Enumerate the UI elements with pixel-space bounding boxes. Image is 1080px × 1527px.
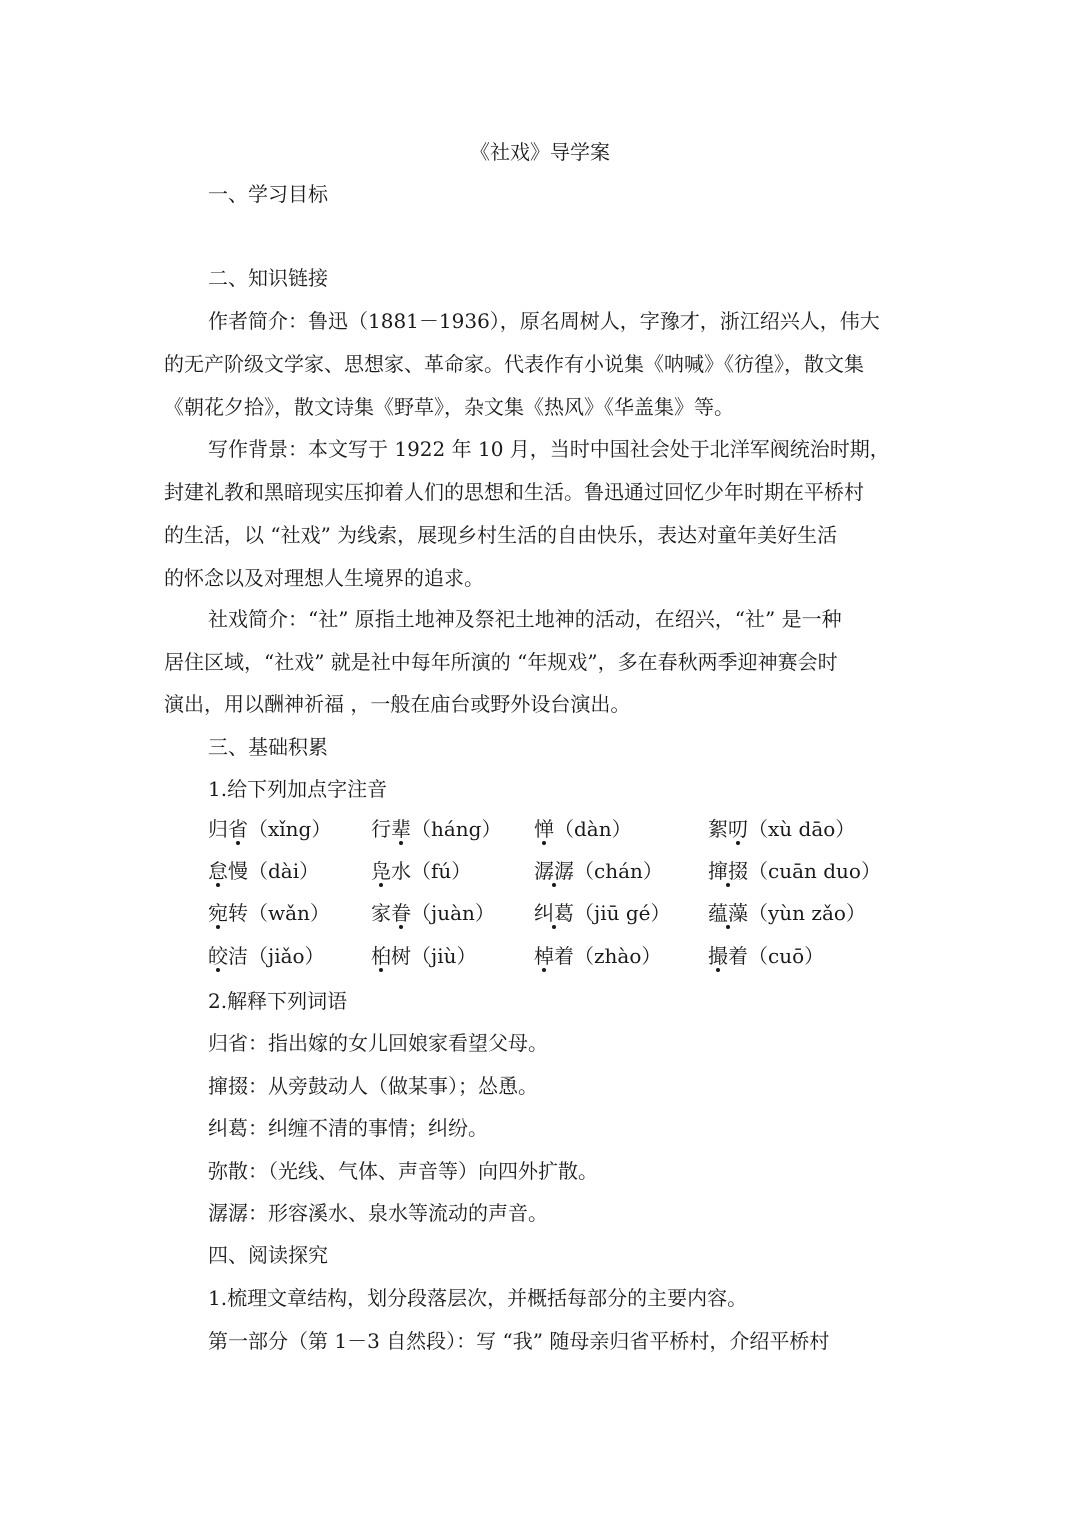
pinyin-item xyxy=(534,861,663,881)
dotted-char: 叨 xyxy=(728,817,748,841)
pinyin-text: （dàn） xyxy=(554,817,632,841)
pinyin-text: （jiù） xyxy=(411,944,477,968)
pinyin-text: （fú） xyxy=(411,859,472,883)
dotted-char: 凫 xyxy=(371,859,391,883)
pinyin-item xyxy=(534,946,661,966)
pinyin-text: （juàn） xyxy=(411,901,495,925)
paragraph-line: 的无产阶级文学家、思想家、革命家。代表作有小说集《呐喊》《彷徨》，散文集 xyxy=(164,352,864,376)
page-title: 《社戏》导学案 xyxy=(470,140,610,164)
word-char: 家 xyxy=(371,901,391,925)
pinyin-text: （jiū gé） xyxy=(574,901,671,925)
pinyin-item xyxy=(208,861,319,881)
question-heading-pinyin: 1.给下列加点字注音 xyxy=(208,777,388,801)
dotted-char: 怠 xyxy=(208,859,228,883)
word-char: 归 xyxy=(208,817,228,841)
section-heading-goals: 一、学习目标 xyxy=(208,182,328,206)
definition-item: 弥散：（光线、气体、声音等）向四外扩散。 xyxy=(208,1159,598,1183)
section-heading-reading: 四、阅读探究 xyxy=(208,1243,328,1267)
pinyin-text: （cuō） xyxy=(748,944,825,968)
dotted-char: 眷 xyxy=(391,901,411,925)
dotted-char: 潺潺 xyxy=(534,859,574,883)
dotted-char: 蕴藻 xyxy=(708,901,748,925)
pinyin-item xyxy=(371,903,495,923)
pinyin-item xyxy=(371,819,502,839)
paragraph-line: 作者简介：鲁迅（1881－1936），原名周树人，字豫才，浙江绍兴人，伟大 xyxy=(208,309,880,333)
pinyin-item xyxy=(708,903,866,923)
pinyin-item xyxy=(371,861,471,881)
definition-item: 归省：指出嫁的女儿回娘家看望父母。 xyxy=(208,1031,548,1055)
pinyin-text: （wǎn） xyxy=(248,901,330,925)
word-char: 行 xyxy=(371,817,391,841)
pinyin-item xyxy=(208,903,330,923)
pinyin-item xyxy=(534,819,632,839)
pinyin-text: （jiǎo） xyxy=(248,944,325,968)
dotted-char: 纠葛 xyxy=(534,901,574,925)
section-heading-knowledge: 二、知识链接 xyxy=(208,266,328,290)
pinyin-item xyxy=(208,946,325,966)
pinyin-item xyxy=(208,819,331,839)
question-heading-definitions: 2.解释下列词语 xyxy=(208,989,348,1013)
paragraph-line: 《朝花夕拾》，散文诗集《野草》，杂文集《热风》《华盖集》等。 xyxy=(164,395,734,419)
definition-item: 纠葛：纠缠不清的事情；纠纷。 xyxy=(208,1116,488,1140)
pinyin-item xyxy=(534,903,670,923)
paragraph-line: 社戏简介：“社” 原指土地神及祭祀土地神的活动，在绍兴，“社” 是一种 xyxy=(208,607,842,631)
pinyin-item xyxy=(708,861,881,881)
pinyin-text: （dài） xyxy=(248,859,320,883)
word-char: 慢 xyxy=(228,859,248,883)
definition-item: 撺掇：从旁鼓动人（做某事）；怂恿。 xyxy=(208,1074,538,1098)
question-structure: 1.梳理文章结构，划分段落层次，并概括每部分的主要内容。 xyxy=(208,1286,748,1310)
paragraph-line: 演出，用以酬神祈福 ，一般在庙台或野外设台演出。 xyxy=(164,692,631,716)
word-char: 着 xyxy=(554,944,574,968)
pinyin-text: （xǐng） xyxy=(248,817,332,841)
word-char: 洁 xyxy=(228,944,248,968)
pinyin-text: （zhào） xyxy=(574,944,662,968)
word-char: 着 xyxy=(728,944,748,968)
dotted-char: 辈 xyxy=(391,817,411,841)
word-char: 水 xyxy=(391,859,411,883)
paragraph-line: 的生活，以 “社戏” 为线索，展现乡村生活的自由快乐，表达对童年美好生活 xyxy=(164,523,838,547)
paragraph-line: 居住区域，“社戏” 就是社中每年所演的 “年规戏”，多在春秋两季迎神赛会时 xyxy=(164,650,838,674)
dotted-char: 棹 xyxy=(534,944,554,968)
pinyin-text: （yùn zǎo） xyxy=(748,901,866,925)
pinyin-text: （cuān duo） xyxy=(748,859,881,883)
dotted-char: 撺掇 xyxy=(708,859,748,883)
paragraph-line: 封建礼教和黑暗现实压抑着人们的思想和生活。鲁迅通过回忆少年时期在平桥村 xyxy=(164,480,864,504)
pinyin-item xyxy=(371,946,476,966)
pinyin-text: （háng） xyxy=(411,817,502,841)
dotted-char: 惮 xyxy=(534,817,554,841)
pinyin-item xyxy=(708,819,855,839)
dotted-char: 桕 xyxy=(371,944,391,968)
dotted-char: 省 xyxy=(228,817,248,841)
pinyin-item xyxy=(708,946,824,966)
part-one-line: 第一部分（第 1－3 自然段）：写 “我” 随母亲归省平桥村，介绍平桥村 xyxy=(208,1329,830,1353)
paragraph-line: 的怀念以及对理想人生境界的追求。 xyxy=(164,566,484,590)
word-char: 树 xyxy=(391,944,411,968)
word-char: 转 xyxy=(228,901,248,925)
section-heading-basics: 三、基础积累 xyxy=(208,735,328,759)
pinyin-text: （chán） xyxy=(574,859,663,883)
paragraph-line: 写作背景：本文写于 1922 年 10 月，当时中国社会处于北洋军阀统治时期， xyxy=(208,437,890,461)
definition-item: 潺潺：形容溪水、泉水等流动的声音。 xyxy=(208,1201,548,1225)
dotted-char: 皎 xyxy=(208,944,228,968)
pinyin-text: （xù dāo） xyxy=(748,817,856,841)
dotted-char: 撮 xyxy=(708,944,728,968)
word-char: 絮 xyxy=(708,817,728,841)
dotted-char: 宛 xyxy=(208,901,228,925)
